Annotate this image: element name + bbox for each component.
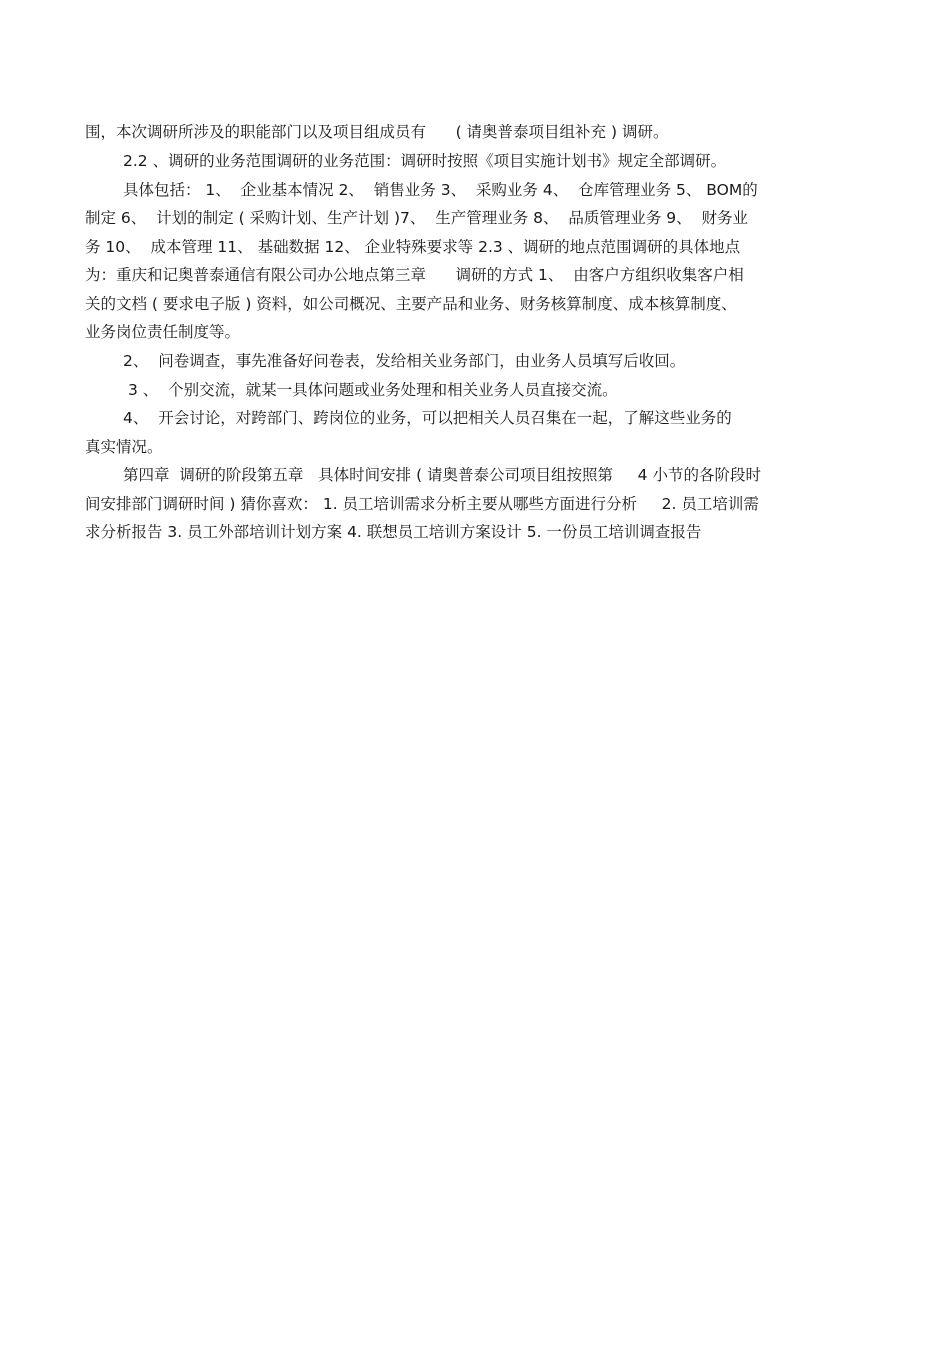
- text-line: 真实情况。: [85, 438, 163, 456]
- text-line: 制定 6、 计划的制定 ( 采购计划、生产计划 )7、 生产管理业务 8、 品质管理业务 9、 财务业: [85, 209, 749, 227]
- text-line: 为：重庆和记奥普泰通信有限公司办公地点第三章 调研的方式 1、 由客户方组织收集客户相: [85, 266, 744, 284]
- text-line: 业务岗位责任制度等。: [85, 323, 241, 341]
- text-line: 第四章 调研的阶段第五章 具体时间安排 ( 请奥普泰公司项目组按照第 4 小节的各阶段时: [123, 466, 761, 484]
- text-line: 关的文档 ( 要求电子版 ) 资料，如公司概况、主要产品和业务、财务核算制度、成本核算制度、: [85, 295, 737, 313]
- text-line: 求分析报告 3. 员工外部培训计划方案 4. 联想员工培训方案设计 5. 一份员工培训调查报告: [85, 523, 702, 541]
- text-line: 2、 问卷调查，事先准备好问卷表，发给相关业务部门，由业务人员填写后收回。: [123, 352, 686, 370]
- text-line: 3 、 个别交流，就某一具体问题或业务处理和相关业务人员直接交流。: [128, 381, 618, 399]
- text-line: 4、 开会讨论，对跨部门、跨岗位的业务，可以把相关人员召集在一起，了解这些业务的: [123, 409, 732, 427]
- text-line: 2.2 、调研的业务范围调研的业务范围：调研时按照《项目实施计划书》规定全部调研。: [123, 152, 727, 170]
- text-line: 务 10、 成本管理 11、 基础数据 12、 企业特殊要求等 2.3 、调研的地点范围调研的具体地点: [85, 238, 741, 256]
- text-line: 间安排部门调研时间 ) 猜你喜欢： 1. 员工培训需求分析主要从哪些方面进行分析 2. 员工培训需: [85, 495, 759, 513]
- text-line: 围，本次调研所涉及的职能部门以及项目组成员有 ( 请奥普泰项目组补充 ) 调研。: [85, 123, 669, 141]
- text-line: 具体包括： 1、 企业基本情况 2、 销售业务 3、 采购业务 4、 仓库管理业务 5、 BOM的: [123, 181, 758, 199]
